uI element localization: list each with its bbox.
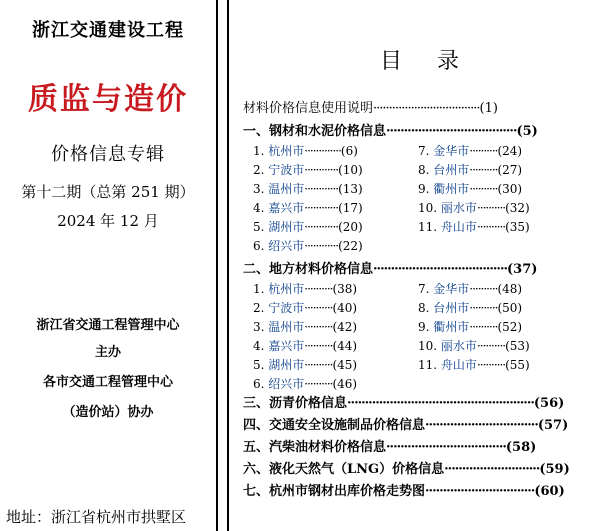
toc-section-5[interactable] <box>243 436 536 455</box>
cover-main-title: 质监与造价 <box>28 82 188 117</box>
issue-date: 2024 年 12 月 <box>57 212 159 230</box>
toc-num: 11. <box>418 358 438 372</box>
co-organizer: 各市交通工程管理中心 <box>42 375 173 390</box>
toc-local-city-11[interactable] <box>418 356 530 373</box>
toc-local-city-6[interactable] <box>253 375 357 392</box>
toc-num: 1. <box>253 144 265 158</box>
toc-leader: ·········· <box>469 301 498 315</box>
toc-section-7[interactable] <box>243 480 565 499</box>
toc-local-city-5[interactable] <box>253 356 357 373</box>
address: 地址：浙江省杭州市拱墅区 <box>6 508 187 526</box>
toc-num: 5. <box>253 358 265 372</box>
toc-steel-city-5[interactable] <box>253 218 363 235</box>
toc-page: (17) <box>338 201 363 215</box>
toc-city: 嘉兴市 <box>268 201 305 215</box>
cover-subtitle: 价格信息专辑 <box>51 144 165 165</box>
toc-section-1[interactable] <box>243 120 538 139</box>
toc-section-3[interactable] <box>243 392 564 411</box>
toc-leader: ····················································· <box>347 396 534 411</box>
toc-num: 6. <box>253 239 265 253</box>
toc-page: (38) <box>332 282 358 296</box>
toc-page: (1) <box>479 101 498 116</box>
toc-page: (57) <box>537 418 569 433</box>
toc-label: 七、杭州市钢材出库价格走势图 <box>243 484 426 499</box>
organizer-role: 主办 <box>94 345 121 360</box>
toc-page: (52) <box>497 320 523 334</box>
toc-leader: ·········· <box>469 320 498 334</box>
toc-local-city-7[interactable] <box>418 280 522 297</box>
toc-leader: ·································· <box>373 101 480 116</box>
toc-local-city-3[interactable] <box>253 318 357 335</box>
toc-page: (53) <box>505 339 530 353</box>
toc-leader: ············ <box>304 239 339 253</box>
toc-leader: ································ <box>425 418 538 433</box>
toc-local-city-8[interactable] <box>418 299 522 316</box>
toc-num: 2. <box>253 163 265 177</box>
toc-leader: ·································· <box>386 440 506 455</box>
toc-page: (40) <box>332 301 358 315</box>
toc-page: (20) <box>338 220 363 234</box>
toc-leader: ·········· <box>476 220 506 234</box>
toc-steel-city-6[interactable] <box>253 237 363 254</box>
toc-page: (13) <box>338 182 363 196</box>
toc-intro[interactable] <box>243 97 498 116</box>
toc-local-city-2[interactable] <box>253 299 357 316</box>
toc-page: (22) <box>338 239 363 253</box>
toc-page: (56) <box>533 396 565 411</box>
toc-leader: ············· <box>304 144 341 158</box>
toc-page: (27) <box>497 163 523 177</box>
toc-city: 宁波市 <box>268 163 305 177</box>
toc-label: 一、钢材和水泥价格信息 <box>243 124 387 139</box>
toc-steel-city-3[interactable] <box>253 180 363 197</box>
toc-steel-city-7[interactable] <box>418 142 522 159</box>
toc-leader: ·········· <box>469 144 498 158</box>
toc-steel-city-4[interactable] <box>253 199 363 216</box>
toc-leader: ······································ <box>373 262 507 277</box>
toc-num: 10. <box>418 339 438 353</box>
toc-city: 衢州市 <box>433 182 470 196</box>
toc-city: 台州市 <box>433 163 470 177</box>
toc-num: 1. <box>253 282 265 296</box>
toc-num: 4. <box>253 339 265 353</box>
toc-page: (35) <box>505 220 530 234</box>
toc-steel-city-9[interactable] <box>418 180 522 197</box>
toc-num: 3. <box>253 320 265 334</box>
toc-num: 5. <box>253 220 265 234</box>
toc-local-city-9[interactable] <box>418 318 522 335</box>
toc-page: (5) <box>516 124 538 139</box>
toc-leader: ··························· <box>444 462 540 477</box>
issue-number: 第十二期（总第 251 期） <box>21 183 195 201</box>
toc-section-2[interactable] <box>243 258 537 277</box>
toc-city: 温州市 <box>268 320 305 334</box>
divider-right <box>227 0 229 531</box>
toc-page: (60) <box>534 484 565 499</box>
toc-city: 嘉兴市 <box>268 339 305 353</box>
toc-num: 9. <box>418 320 430 334</box>
toc-page: (37) <box>507 262 538 277</box>
toc-page: (44) <box>332 339 358 353</box>
toc-title: 目 录 <box>380 49 473 74</box>
cover-panel <box>0 0 216 531</box>
toc-num: 9. <box>418 182 430 196</box>
toc-num: 3. <box>253 182 265 196</box>
toc-num: 4. <box>253 201 265 215</box>
toc-leader: ·········· <box>469 182 498 196</box>
toc-page: (6) <box>340 144 358 158</box>
toc-leader: ·········· <box>304 377 333 391</box>
toc-city: 台州市 <box>433 301 470 315</box>
toc-num: 7. <box>418 282 430 296</box>
toc-steel-city-8[interactable] <box>418 161 522 178</box>
toc-num: 7. <box>418 144 430 158</box>
toc-steel-city-10[interactable] <box>418 199 530 216</box>
toc-num: 6. <box>253 377 265 391</box>
toc-leader: ············ <box>304 182 339 196</box>
toc-leader: ·········· <box>469 282 498 296</box>
toc-steel-city-1[interactable] <box>253 142 358 159</box>
toc-leader: ·········· <box>304 358 333 372</box>
toc-leader: ·········· <box>476 201 506 215</box>
toc-leader: ············ <box>304 201 339 215</box>
toc-label: 六、液化天然气（LNG）价格信息 <box>243 462 445 477</box>
toc-city: 金华市 <box>433 144 470 158</box>
toc-num: 10. <box>418 201 438 215</box>
toc-page: (50) <box>497 301 523 315</box>
toc-leader: ······························· <box>425 484 535 499</box>
toc-city: 宁波市 <box>268 301 305 315</box>
toc-city: 丽水市 <box>440 201 477 215</box>
toc-page: (10) <box>338 163 363 177</box>
toc-local-city-10[interactable] <box>418 337 530 354</box>
toc-leader: ·········· <box>304 301 333 315</box>
co-organizer-role: （造价站）协办 <box>62 405 154 420</box>
toc-city: 温州市 <box>268 182 305 196</box>
toc-page: (58) <box>505 440 537 455</box>
toc-page: (24) <box>497 144 523 158</box>
toc-local-city-4[interactable] <box>253 337 357 354</box>
toc-page: (59) <box>539 462 570 477</box>
toc-leader: ············ <box>304 220 339 234</box>
toc-leader: ·········· <box>304 339 333 353</box>
toc-leader: ·········· <box>304 282 333 296</box>
toc-city: 丽水市 <box>440 339 477 353</box>
toc-leader: ·········· <box>476 339 506 353</box>
toc-leader: ·········· <box>469 163 498 177</box>
toc-label: 二、地方材料价格信息 <box>243 262 374 277</box>
toc-leader: ····································· <box>386 124 517 139</box>
toc-page: (30) <box>497 182 523 196</box>
toc-leader: ············ <box>304 163 339 177</box>
toc-num: 2. <box>253 301 265 315</box>
toc-steel-city-2[interactable] <box>253 161 363 178</box>
toc-local-city-1[interactable] <box>253 280 357 297</box>
toc-city: 杭州市 <box>268 144 305 158</box>
toc-num: 11. <box>418 220 438 234</box>
toc-city: 杭州市 <box>268 282 305 296</box>
toc-leader: ·········· <box>304 320 333 334</box>
toc-steel-city-11[interactable] <box>418 218 530 235</box>
toc-label: 三、沥青价格信息 <box>243 396 348 411</box>
toc-city: 湖州市 <box>268 358 305 372</box>
toc-section-6[interactable] <box>243 458 570 477</box>
toc-city: 绍兴市 <box>268 377 305 391</box>
toc-city: 舟山市 <box>440 358 477 372</box>
journal-name: 浙江交通建设工程 <box>32 20 184 41</box>
toc-city: 衢州市 <box>433 320 470 334</box>
toc-city: 湖州市 <box>268 220 305 234</box>
divider-left <box>216 0 218 531</box>
toc-page: (42) <box>332 320 358 334</box>
toc-page: (45) <box>332 358 358 372</box>
toc-page: (46) <box>332 377 358 391</box>
toc-city: 绍兴市 <box>268 239 305 253</box>
toc-leader: ·········· <box>476 358 506 372</box>
toc-num: 8. <box>418 301 430 315</box>
toc-page: (55) <box>505 358 530 372</box>
toc-city: 金华市 <box>433 282 470 296</box>
toc-label: 五、汽柴油材料价格信息 <box>243 440 387 455</box>
toc-page: (48) <box>497 282 523 296</box>
toc-city: 舟山市 <box>440 220 477 234</box>
toc-page: (32) <box>505 201 530 215</box>
toc-section-4[interactable] <box>243 414 568 433</box>
toc-label: 四、交通安全设施制品价格信息 <box>243 418 426 433</box>
organizer-main: 浙江省交通工程管理中心 <box>36 318 180 333</box>
toc-label: 材料价格信息使用说明 <box>243 101 374 116</box>
toc-num: 8. <box>418 163 430 177</box>
